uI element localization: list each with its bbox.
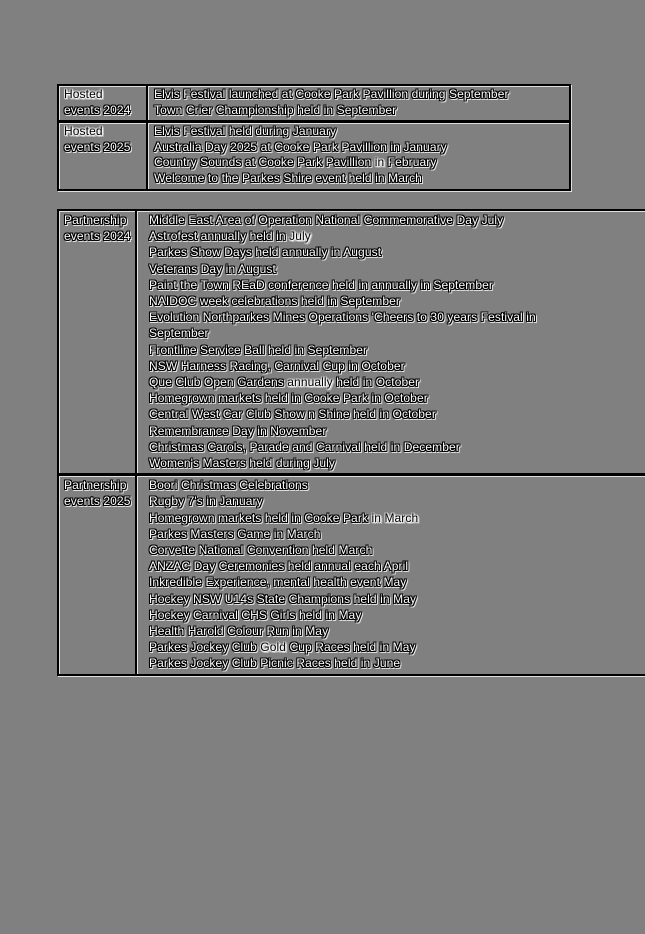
text-segment: Hosted	[64, 124, 103, 139]
row-header-line	[64, 477, 131, 493]
hosted-events-table	[57, 84, 571, 191]
text-segment: July	[289, 229, 311, 244]
event-line	[149, 623, 645, 639]
event-line	[149, 477, 645, 493]
text-segment: Que Club Open Gardens	[149, 375, 288, 390]
row-header-cell	[59, 123, 148, 188]
text-segment: ANZAC Day Ceremonies held annual each April	[149, 559, 409, 574]
event-line	[149, 228, 645, 244]
event-line	[149, 591, 645, 607]
event-line	[149, 439, 645, 455]
event-line	[149, 455, 645, 471]
text-segment: Town Crier Championship held in September	[154, 102, 397, 117]
event-line	[149, 342, 645, 358]
text-segment: Welcome to the Parkes Shire event held in March	[154, 170, 422, 185]
text-segment: events 2025	[64, 139, 131, 154]
text-segment: Boori Christmas Celebrations	[149, 478, 308, 493]
text-segment: Christmas Carols, Parade and Carnival held in December	[149, 439, 460, 454]
text-segment: Partnership	[64, 478, 127, 493]
event-line	[149, 510, 645, 526]
text-segment: Parkes Jockey Club	[149, 640, 261, 655]
event-line	[149, 574, 645, 590]
event-line	[149, 493, 645, 509]
table-row	[59, 86, 569, 120]
text-segment: September	[149, 326, 209, 341]
event-line	[149, 639, 645, 655]
text-segment: events 2024	[64, 102, 131, 117]
text-segment: Frontline Service Ball held in September	[149, 342, 368, 357]
text-segment: Women's Masters held during July	[149, 456, 336, 471]
row-header-line	[64, 493, 131, 509]
row-content-cell	[137, 476, 645, 673]
text-segment: Parkes Show Days held annually in August	[149, 245, 382, 260]
event-line	[154, 124, 565, 140]
event-line	[149, 261, 645, 277]
event-line	[149, 558, 645, 574]
event-line	[154, 87, 565, 103]
text-segment: Veterans Day in August	[149, 261, 276, 276]
text-segment: Homegrown markets held in Cooke Park in October	[149, 391, 428, 406]
event-line	[154, 103, 565, 119]
text-segment: Country Sounds at Cooke Park Pavillion	[154, 155, 375, 170]
row-header-line	[64, 87, 142, 103]
text-segment: Homegrown markets held in Cooke Park	[149, 510, 372, 525]
text-segment: Evolution Northparkes Mines Operations 'Cheers to 30 years Festival in	[149, 310, 536, 325]
row-header-line	[64, 228, 131, 244]
text-segment: Parkes Jockey Club Picnic Races held in June	[149, 656, 401, 671]
event-line	[154, 155, 565, 171]
text-segment: held in October	[332, 375, 420, 390]
event-line	[154, 140, 565, 156]
text-segment: Middle East Area of Operation National Commemorative Day July	[149, 213, 504, 227]
text-segment: in March	[371, 510, 419, 525]
row-header-cell	[59, 86, 148, 120]
text-segment: Paint the Town REaD conference held in annually in September	[149, 277, 493, 292]
row-header-line	[64, 103, 142, 119]
event-line	[149, 423, 645, 439]
table-row	[59, 211, 645, 473]
event-line	[149, 607, 645, 623]
row-header-line	[64, 124, 142, 140]
text-segment: Partnership	[64, 213, 127, 227]
event-line	[149, 655, 645, 671]
event-line	[149, 406, 645, 422]
text-segment: NSW Harness Racing, Carnival Cup in October	[149, 358, 405, 373]
text-segment: Health Harold Colour Run in May	[149, 624, 329, 639]
text-segment: Central West Car Club Show n Shine held in October	[149, 407, 436, 422]
row-header-cell	[59, 211, 137, 473]
row-header-line	[64, 212, 131, 228]
event-line	[149, 358, 645, 374]
event-line	[149, 277, 645, 293]
text-segment: Cup Races held in May	[286, 640, 416, 655]
text-segment: events 2024	[64, 229, 131, 244]
text-segment: Inkredible Experience, mental health event May	[149, 575, 407, 590]
event-line	[149, 309, 645, 325]
row-header-line	[64, 140, 142, 156]
text-segment: Elvis Festival held during January	[154, 124, 337, 139]
partnership-events-table	[57, 209, 645, 676]
row-content-cell	[148, 86, 569, 120]
text-segment: Australia Day 2025 at Cooke Park Pavillion in January	[154, 139, 447, 154]
event-line	[149, 526, 645, 542]
event-line	[149, 293, 645, 309]
event-line	[149, 244, 645, 260]
text-segment: Corvette National Convention held March	[149, 543, 373, 558]
table-row	[59, 473, 645, 673]
text-segment: annually	[287, 375, 333, 390]
event-line	[154, 171, 565, 187]
text-segment: NAIDOC week celebrations held in September	[149, 294, 400, 309]
event-line	[149, 542, 645, 558]
event-line	[149, 325, 645, 341]
text-segment: Hockey NSW U14s State Champions held in May	[149, 591, 417, 606]
event-line	[149, 374, 645, 390]
text-segment: Hockey Carnival CHS Girls held in May	[149, 607, 362, 622]
text-segment: Hosted	[64, 87, 103, 101]
text-segment: Astrofest annually held in	[149, 229, 290, 244]
row-content-cell	[137, 211, 645, 473]
text-segment: Gold	[260, 640, 287, 655]
text-segment: Rugby 7's in January	[149, 494, 263, 509]
row-header-cell	[59, 476, 137, 673]
text-segment: February	[384, 155, 437, 170]
event-line	[149, 390, 645, 406]
text-segment: in	[374, 155, 385, 170]
text-segment: Elvis Festival launched at Cooke Park Pavillion during September	[154, 87, 509, 101]
row-content-cell	[148, 123, 569, 188]
table-row	[59, 120, 569, 188]
event-line	[149, 212, 645, 228]
text-segment: Remembrance Day in November	[149, 423, 327, 438]
text-segment: Parkes Masters Game in March	[149, 526, 321, 541]
text-segment: events 2025	[64, 494, 131, 509]
